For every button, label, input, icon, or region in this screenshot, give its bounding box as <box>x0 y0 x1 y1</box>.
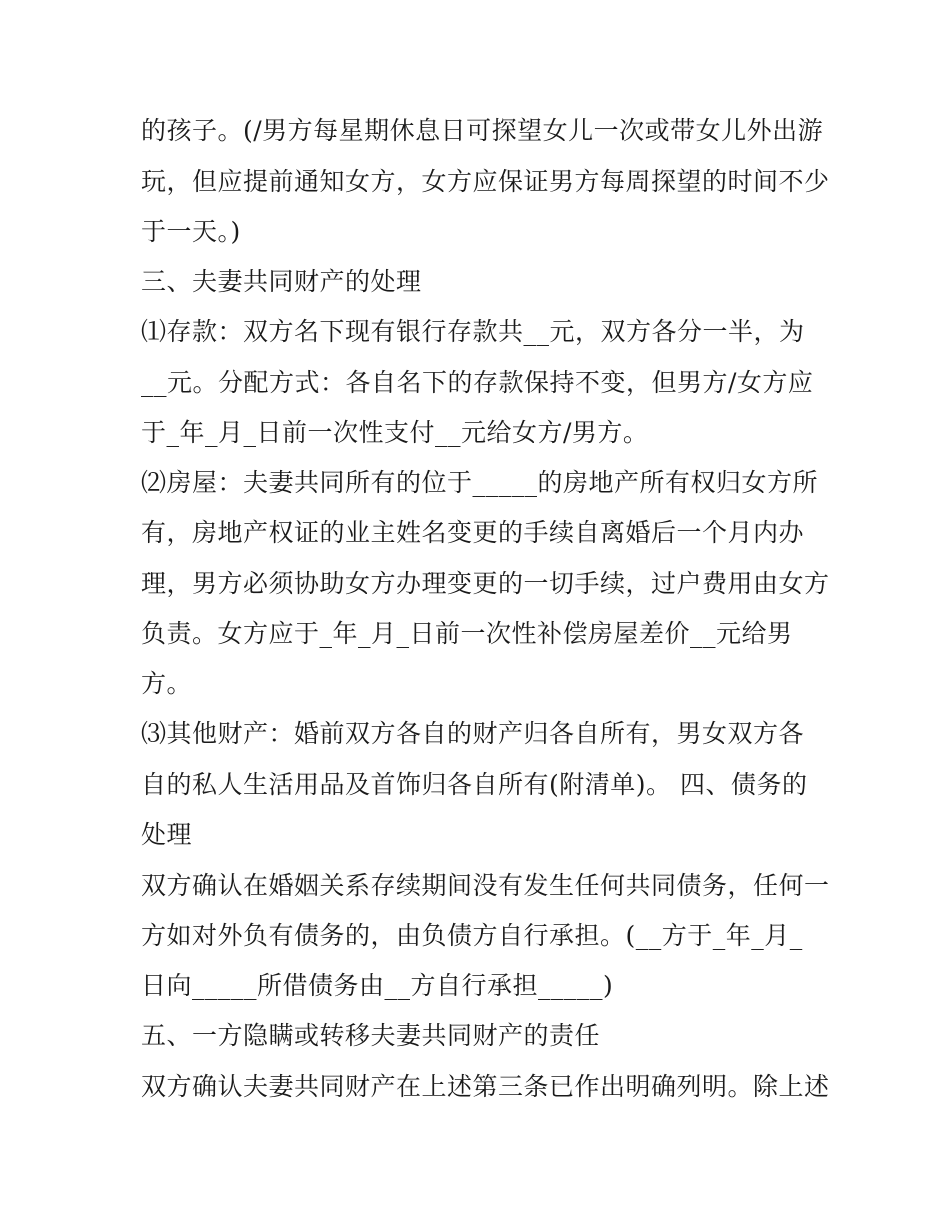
text-line: __元。分配方式：各自名下的存款保持不变，但男方/女方应 <box>141 368 814 397</box>
text-line: 自的私人生活用品及首饰归各自所有(附清单)。 四、债务的 <box>141 770 808 799</box>
text-line: 负责。女方应于_年_月_日前一次性补偿房屋差价__元给男 <box>141 619 793 648</box>
text-line: 双方确认在婚姻关系存续期间没有发生任何共同债务，任何一 <box>141 871 830 900</box>
text-line: 双方确认夫妻共同财产在上述第三条已作出明确列明。除上述 <box>141 1072 830 1101</box>
text-line: 玩，但应提前通知女方，女方应保证男方每周探望的时间不少 <box>141 167 830 196</box>
text-line: ⑵房屋：夫妻共同所有的位于_____的房地产所有权归女方所 <box>141 468 819 497</box>
text-line: 有，房地产权证的业主姓名变更的手续自离婚后一个月内办 <box>141 518 805 547</box>
section-heading: 五、一方隐瞒或转移夫妻共同财产的责任 <box>141 1021 601 1050</box>
section-heading: 三、夫妻共同财产的处理 <box>141 267 422 296</box>
text-line: 处理 <box>141 820 193 849</box>
text-line: 于一天。) <box>141 217 241 246</box>
text-line: ⑶其他财产：婚前双方各自的财产归各自所有，男女双方各 <box>141 719 805 748</box>
text-line: 方如对外负有债务的，由负债方自行承担。(__方于_年_月_ <box>141 921 803 950</box>
text-line: 日向_____所借债务由__方自行承担_____) <box>141 971 614 1000</box>
text-line: ⑴存款：双方名下现有银行存款共__元，双方各分一半，为 <box>141 317 805 346</box>
text-line: 于_年_月_日前一次性支付__元给女方/男方。 <box>141 418 649 447</box>
text-line: 理，男方必须协助女方办理变更的一切手续，过户费用由女方 <box>141 569 830 598</box>
text-line: 的孩子。(/男方每星期休息日可探望女儿一次或带女儿外出游 <box>141 116 824 145</box>
text-line: 方。 <box>141 669 193 698</box>
